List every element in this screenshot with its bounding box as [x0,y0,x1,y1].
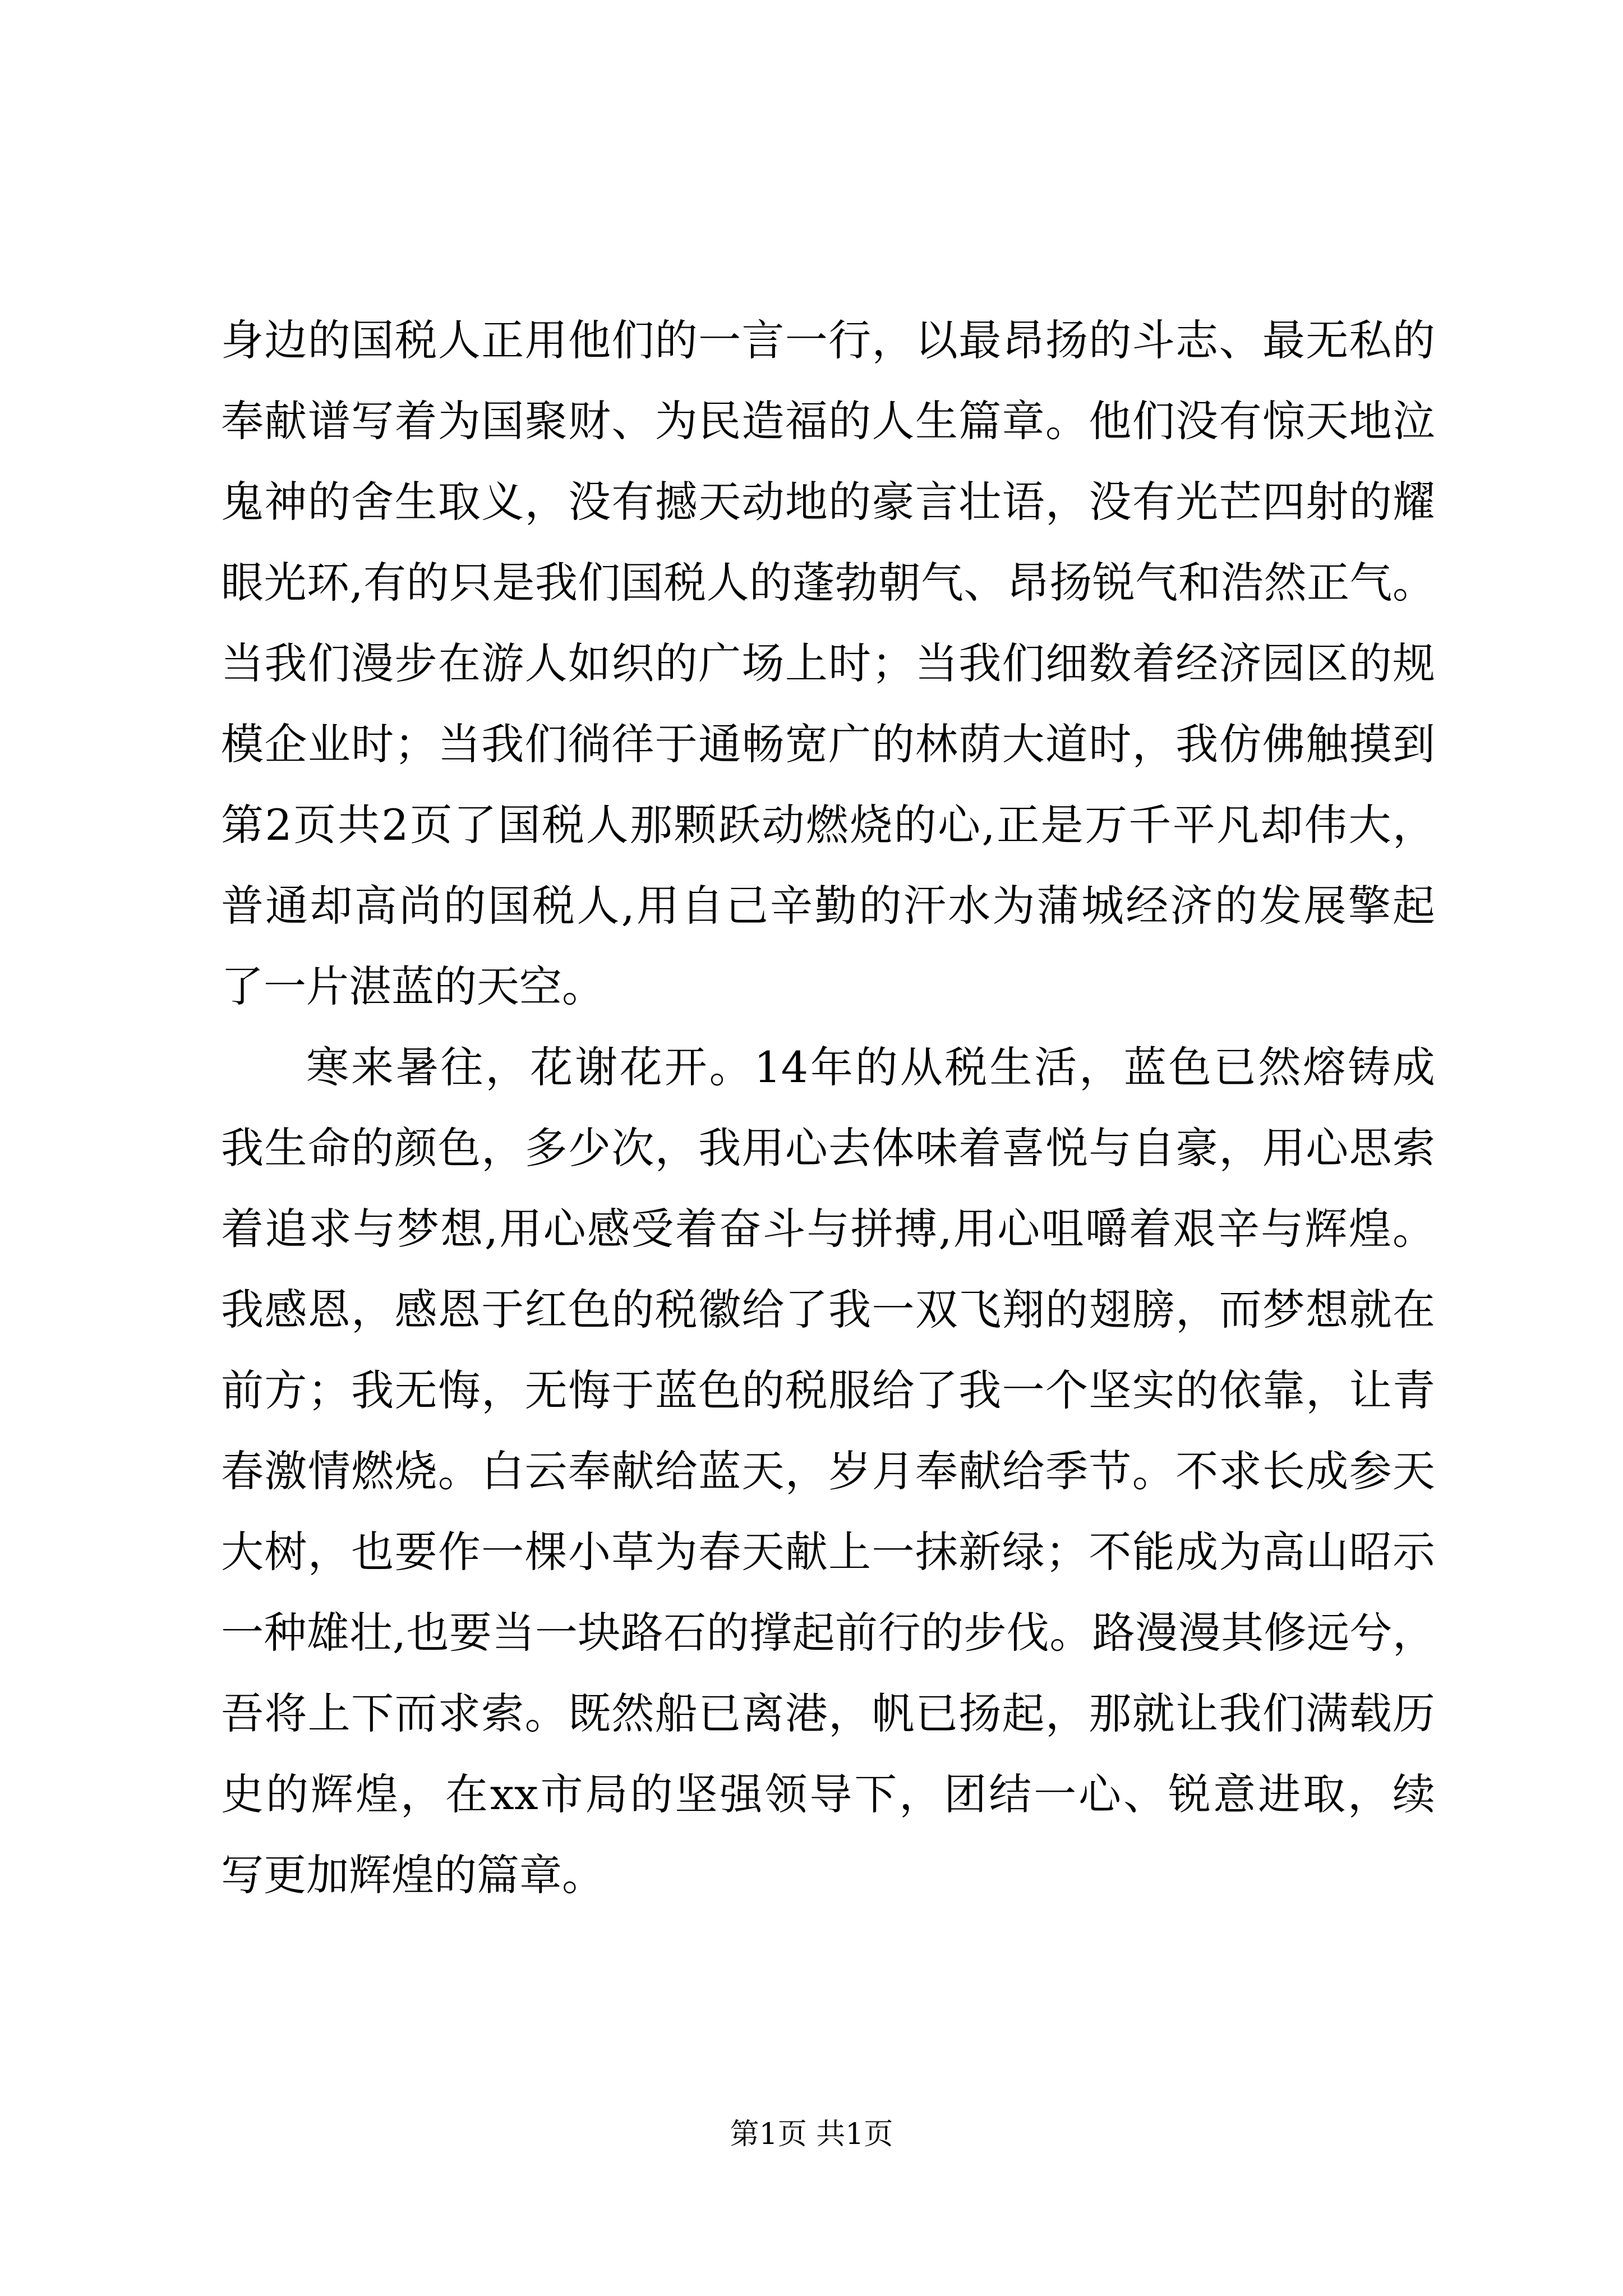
text-line: 第2页共2页了国税人那颗跃动燃烧的心,正是万千平凡却伟大， [221,800,1435,850]
text-line: 寒来暑往，花谢花开。14年的从税生活，蓝色已然熔铸成 [306,1042,1435,1092]
text-line: 写更加辉煌的篇章。 [221,1850,605,1900]
text-line: 史的辉煌，在xx市局的坚强领导下，团结一心、锐意进取，续 [221,1769,1435,1819]
text-line: 奉献谱写着为国聚财、为民造福的人生篇章。他们没有惊天地泣 [221,396,1435,446]
paragraph-2 [221,1027,1435,1916]
text-line: 吾将上下而求索。既然船已离港，帆已扬起，那就让我们满载历 [221,1688,1435,1738]
text-line: 鬼神的舍生取义，没有撼天动地的豪言壮语，没有光芒四射的耀 [221,477,1435,527]
text-line: 身边的国税人正用他们的一言一行，以最昂扬的斗志、最无私的 [221,315,1435,365]
text-line: 着追求与梦想,用心感受着奋斗与拼搏,用心咀嚼着艰辛与辉煌。 [221,1204,1435,1254]
text-line: 前方；我无悔，无悔于蓝色的税服给了我一个坚实的依靠，让青 [221,1365,1435,1415]
text-line: 大树，也要作一棵小草为春天献上一抹新绿；不能成为高山昭示 [221,1527,1435,1577]
document-body [221,300,1435,1916]
paragraph-1 [221,300,1435,1027]
text-line: 春激情燃烧。白云奉献给蓝天，岁月奉献给季节。不求长成参天 [221,1446,1435,1496]
text-line: 模企业时；当我们徜徉于通畅宽广的林荫大道时，我仿佛触摸到 [221,719,1435,769]
text-line: 我感恩，感恩于红色的税徽给了我一双飞翔的翅膀，而梦想就在 [221,1285,1435,1335]
text-line: 一种雄壮,也要当一块路石的撑起前行的步伐。路漫漫其修远兮， [221,1608,1435,1658]
text-line: 普通却高尚的国税人,用自己辛勤的汗水为蒲城经济的发展擎起 [221,881,1435,931]
text-line: 当我们漫步在游人如织的广场上时；当我们细数着经济园区的规 [221,638,1435,688]
text-line: 了一片湛蓝的天空。 [221,961,605,1011]
text-line: 眼光环,有的只是我们国税人的蓬勃朝气、昂扬锐气和浩然正气。 [221,558,1435,608]
text-line: 我生命的颜色，多少次，我用心去体味着喜悦与自豪，用心思索 [221,1123,1435,1173]
page-footer: 第1页 共1页 [730,2118,893,2151]
